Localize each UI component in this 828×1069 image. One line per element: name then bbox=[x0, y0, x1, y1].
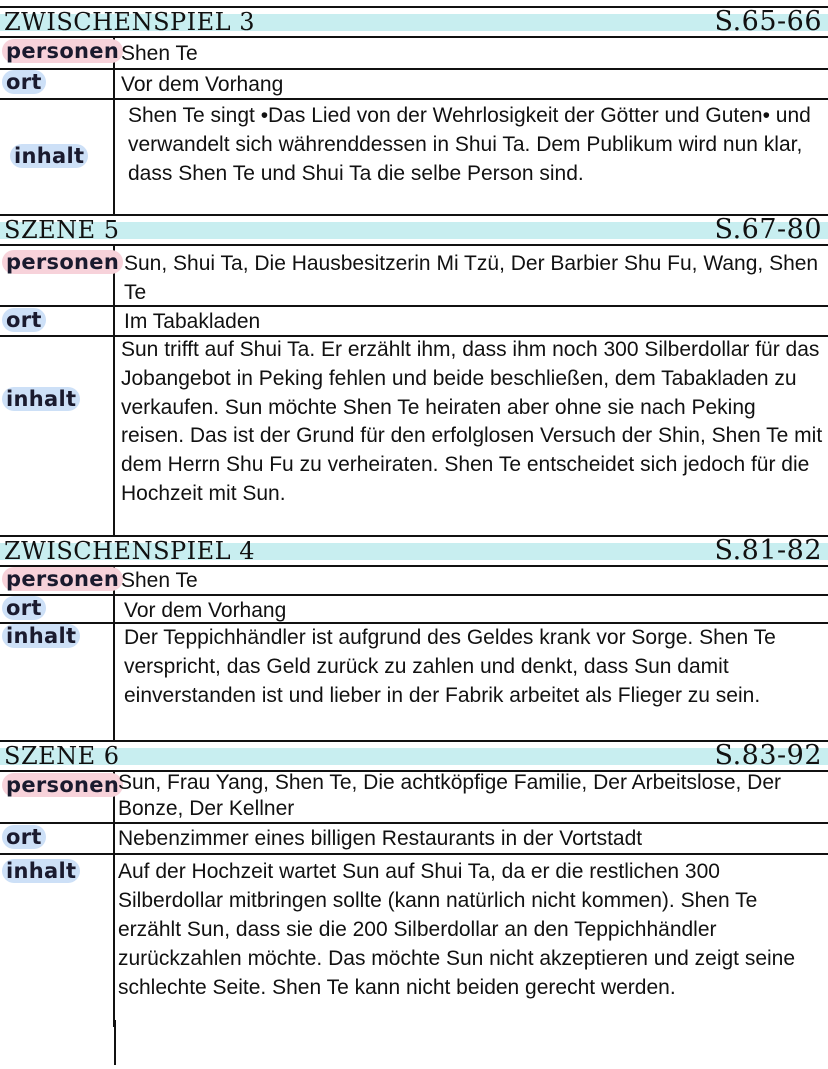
inhalt-value: Shen Te singt •Das Lied von der Wehrlosigkeit der Götter und Guten• und verwandelt sich währenddessen in Shui Ta. Dem Publikum wird nun klar, dass Shen Te und Shui Ta die selbe Person sind. bbox=[128, 104, 811, 185]
ort-value: Nebenzimmer eines billigen Restaurants in der Vortstadt bbox=[118, 827, 643, 850]
personen-label: personen bbox=[2, 567, 123, 591]
label-column-rule bbox=[114, 1020, 116, 1065]
section-pages: S.81-82 bbox=[714, 535, 822, 566]
section-header bbox=[0, 214, 828, 246]
section-header bbox=[0, 740, 828, 772]
personen-row bbox=[0, 38, 828, 70]
personen-value: Sun, Frau Yang, Shen Te, Die achtköpfige Familie, Der Arbeitslose, Der Bonze, Der Kellner bbox=[118, 771, 782, 820]
personen-row bbox=[0, 772, 828, 824]
section-pages: S.65-66 bbox=[714, 6, 822, 37]
inhalt-label: inhalt bbox=[10, 144, 88, 168]
personen-label: personen bbox=[2, 773, 123, 797]
section-title: SZENE 5 bbox=[4, 216, 120, 244]
inhalt-label: inhalt bbox=[2, 624, 80, 648]
personen-label: personen bbox=[2, 250, 123, 274]
personen-row bbox=[0, 246, 828, 307]
personen-value: Shen Te bbox=[121, 42, 198, 65]
ort-label: ort bbox=[2, 70, 46, 94]
inhalt-value: Der Teppichhändler ist aufgrund des Geldes krank vor Sorge. Shen Te verspricht, das Geld zurück zu zahlen und denkt, dass Sun damit einverstanden ist und lieber in der Fabrik arbeitet als Flieger zu sein. bbox=[124, 626, 776, 707]
inhalt-row bbox=[0, 624, 828, 742]
ort-value: Im Tabakladen bbox=[124, 310, 261, 333]
ort-label: ort bbox=[2, 596, 46, 620]
ort-row bbox=[0, 596, 828, 624]
ort-row bbox=[0, 70, 828, 100]
ort-row bbox=[0, 307, 828, 337]
inhalt-label: inhalt bbox=[2, 859, 80, 883]
section-title: ZWISCHENSPIEL 3 bbox=[4, 8, 256, 36]
ort-label: ort bbox=[2, 308, 46, 332]
section-header bbox=[0, 535, 828, 567]
section-title: ZWISCHENSPIEL 4 bbox=[4, 537, 256, 565]
inhalt-row bbox=[0, 855, 828, 1027]
inhalt-label: inhalt bbox=[2, 387, 80, 411]
inhalt-value: Auf der Hochzeit wartet Sun auf Shui Ta, da er die restlichen 300 Silberdollar mitbringen sollte (kann natürlich nicht kommen). Shen Te erzählt Sun, dass sie die 200 Silberdollar an den Teppichhändler zurückzahlen möchte. Das möchte Sun nicht akzeptieren und zeigt seine schlechte Seite. Shen Te kann nicht beiden gerecht werden. bbox=[118, 860, 796, 999]
ort-label: ort bbox=[2, 825, 46, 849]
inhalt-row bbox=[0, 337, 828, 537]
personen-value: Sun, Shui Ta, Die Hausbesitzerin Mi Tzü, Der Barbier Shu Fu, Wang, Shen Te bbox=[124, 252, 819, 304]
personen-value: Shen Te bbox=[121, 569, 198, 592]
ort-row bbox=[0, 824, 828, 855]
section-header bbox=[0, 6, 828, 38]
ort-value: Vor dem Vorhang bbox=[121, 73, 284, 96]
header-highlight bbox=[0, 748, 828, 765]
section-title: SZENE 6 bbox=[4, 742, 120, 770]
ort-value: Vor dem Vorhang bbox=[124, 599, 287, 622]
personen-row bbox=[0, 567, 828, 596]
inhalt-value: Sun trifft auf Shui Ta. Er erzählt ihm, dass ihm noch 300 Silberdollar für das Jobangebot in Peking fehlen und beide beschließen, dem Tabakladen zu verkaufen. Sun möchte Shen Te heiraten aber ohne sie nach Peking reisen. Das ist der Grund für den erfolglosen Versuch der Shin, Shen Te mit dem Herrn Shu Fu zu verheiraten. Shen Te entscheidet sich jedoch für die Hochzeit mit Sun. bbox=[121, 338, 823, 505]
section-pages: S.67-80 bbox=[714, 214, 822, 245]
inhalt-row bbox=[0, 100, 828, 216]
header-highlight bbox=[0, 222, 828, 239]
section-pages: S.83-92 bbox=[714, 740, 822, 771]
personen-label: personen bbox=[2, 39, 123, 63]
